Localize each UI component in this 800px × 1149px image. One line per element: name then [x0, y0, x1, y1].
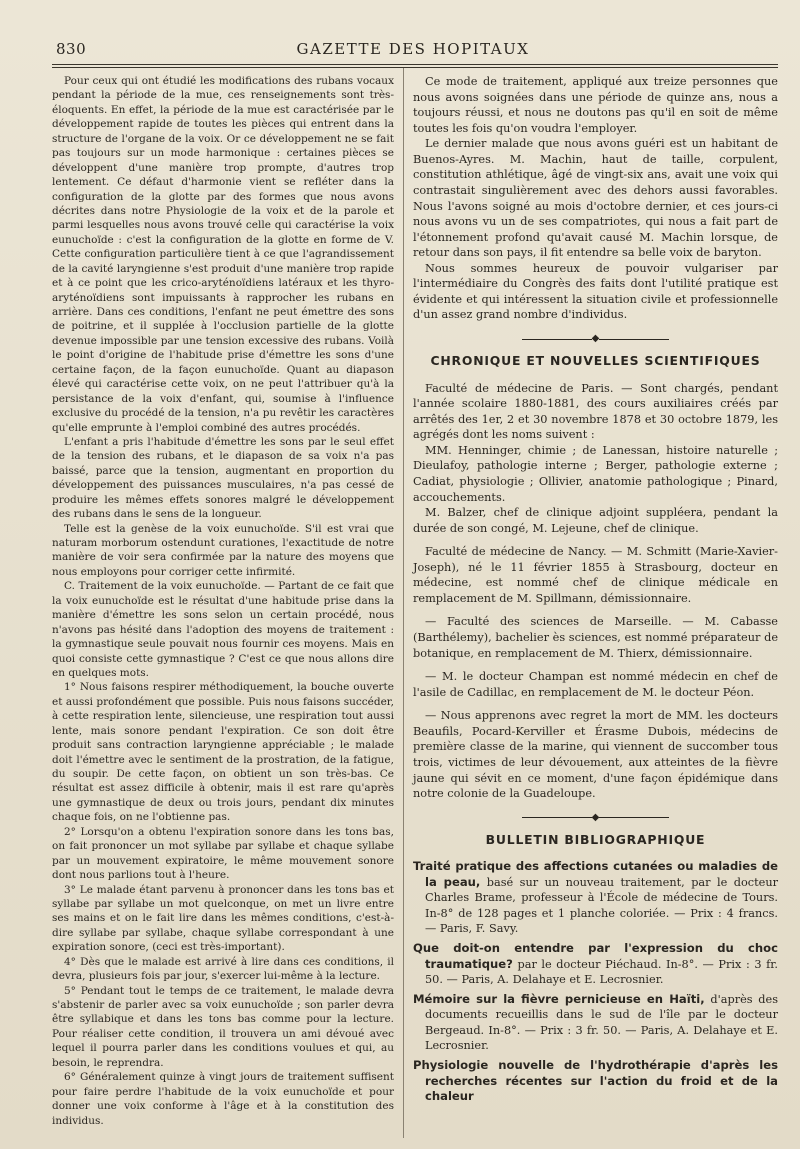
book-title: Mémoire sur la fièvre pernicieuse en Haïti, [413, 991, 705, 1006]
paragraph: 5° Pendant tout le temps de ce traitement, le malade devra s'abstenir de parler avec sa voix eunuchoïde ; son parler devra être syllabique et dans les tons bas comme pour la lecture. Pour réaliser cette condition, il trouvera un ami dévoué avec lequel il pourra parler dans les conditions voulues et qui, au besoin, le reprendra. [52, 984, 394, 1069]
news-item: — Nous apprenons avec regret la mort de MM. les docteurs Beaufils, Pocard-Kerviller et Érasme Dubois, médecins de première classe de la marine, qui viennent de succomber tous trois, victimes de leur dévouement, aux atteintes de la fièvre jaune qui sévit en ce moment, d'une façon épidémique dans notre colonie de la Guadeloupe. [413, 709, 778, 801]
page-number: 830 [56, 40, 87, 58]
journal-title: GAZETTE DES HOPITAUX [296, 40, 530, 58]
left-column [52, 74, 394, 1128]
book-details: d'après des documents recueillis dans le sud de l'île par le docteur Bergeaud. In-8°. — Prix : 3 fr. 50. — Paris, A. Delahaye et E. Lecrosnier. [425, 992, 779, 1053]
book-title: Traité pratique des affections cutanées ou maladies de la peau, [413, 859, 778, 889]
book-details: par le docteur Piéchaud. In-8°. — Prix : 3 fr. 50. — Paris, A. Delahaye et E. Lecrosnier. [425, 957, 779, 987]
book-title: Que doit-on entendre par l'expression du choc traumatique? [413, 941, 778, 971]
paragraph: 6° Généralement quinze à vingt jours de traitement suffisent pour faire perdre l'habitude de la voix eunuchoïde et pour donner une voix conforme à l'âge et à la constitution des individus. [52, 1071, 394, 1127]
paragraph: 3° Le malade étant parvenu à prononcer dans les tons bas et syllabe par syllabe un mot quelconque, on met un livre entre ses mains et on le fait lire dans les mêmes conditions, c'est-à-dire syllabe par syllabe, chaque syllabe correspondant à une expiration sonore, (ceci est très-important). [52, 883, 394, 954]
bibliography-entry [413, 859, 778, 937]
paragraph: 2° Lorsqu'on a obtenu l'expiration sonore dans les tons bas, on fait prononcer un mot syllabe par syllabe et chaque syllabe par un mouvement expiratoire, le même mouvement sonore dont nous parlions tout à l'heure. [52, 825, 394, 882]
bibliography-entry [413, 1058, 778, 1105]
news-item: M. Balzer, chef de clinique adjoint suppléera, pendant la durée de son congé, M. Lejeune, chef de clinique. [413, 506, 778, 535]
paragraph: Telle est la genèse de la voix eunuchoïde. S'il est vrai que naturam morborum ostendunt curationes, l'exactitude de notre manière de voir sera confirmée par la nature des moyens que nous employons pour corriger cette infirmité. [52, 522, 394, 578]
paragraph: C. Traitement de la voix eunuchoïde. — Partant de ce fait que la voix eunuchoïde est le résultat d'une habitude prise dans la manière d'émettre les sons selon un certain procédé, nous n'avons pas hésité dans l'adoption des moyens de traitement : la gymnastique seule pouvait nous fournir ces moyens. Mais en quoi consiste cette gymnastique ? C'est ce que nous allons dire en quelques mots. [52, 580, 394, 679]
bibliography-entry [413, 992, 778, 1054]
section-ornament: ◆ [413, 810, 778, 820]
right-column [413, 74, 778, 1109]
header-rule-2 [52, 67, 778, 68]
paragraph: Ce mode de traitement, appliqué aux treize personnes que nous avons soignées dans une période de quinze ans, nous a toujours réussi, et nous ne doutons pas qu'il en soit de même toutes les fois qu'on voudra l'employer. [413, 75, 778, 135]
paragraph: Pour ceux qui ont étudié les modifications des rubans vocaux pendant la période de la mue, ces renseignements sont très-éloquents. En effet, la période de la mue est caractérisée par le développement rapide de toutes les pièces qui entrent dans la structure de l'organe de la voix. Or ce développement ne se fait pas toujours sur un mode harmonique : certaines pièces se développent d'une manière trop prompte, d'autres trop lentement. Ce défaut d'harmonie vient se refléter dans la configuration de la glotte par des formes que nous avons décrites dans notre Physiologie de la voix et de la parole et parmi lesquelles nous avons trouvé celle qui caractérise la voix eunuchoïde : c'est la configuration de la glotte en forme de V. Cette configuration particulière tient à ce que l'agrandissement de la cavité laryngienne s'est produit d'une manière trop rapide et à ce point que les crico-aryténoïdiens latéraux et les thyro-aryténoïdiens sont impuissants à rapprocher les rubans en arrière. Dans ces conditions, l'enfant ne peut émettre des sons de poitrine, et il supplée à l'occlusion partielle de la glotte devenue impossible par une tension excessive des rubans. Voilà le point d'origine de l'habitude prise d'émettre les sons d'une certaine façon, de la façon eunuchoïde. Quant au diapason élevé qui caractérise cette voix, on ne peut l'attribuer qu'à la persistance de la voix d'enfant, qui, soumise à l'influence exclusive du procédé de la tension, n'a pu revêtir les caractères qu'elle emprunte à l'emploi combiné des autres procédés. [52, 75, 394, 434]
news-item: MM. Henninger, chimie ; de Lanessan, histoire naturelle ; Dieulafoy, pathologie interne ; Berger, pathologie externe ; Cadiat, physiologie ; Ollivier, anatomie pathologique ; Pinard, accouchements. [413, 443, 778, 504]
bibliography-entry [413, 941, 778, 988]
news-item: Faculté de médecine de Nancy. — M. Schmitt (Marie-Xavier-Joseph), né le 11 février 1855 à Strasbourg, docteur en médecine, est nommé chef de clinique médicale en remplacement de M. Spillmann, démissionnaire. [413, 545, 778, 605]
paragraph: L'enfant a pris l'habitude d'émettre les sons par le seul effet de la tension des rubans, et le diapason de sa voix n'a pas baissé, parce que la tension, augmentant en proportion du développement des puissances musculaires, n'a pas cessé de produire les mêmes effets sonores malgré le développement des rubans dans le sens de la longueur. [52, 435, 394, 521]
page-header [52, 36, 774, 62]
column-divider [403, 68, 404, 1138]
bulletin-heading: BULLETIN BIBLIOGRAPHIQUE [485, 831, 706, 847]
book-title: Physiologie nouvelle de l'hydrothérapie d'après les recherches récentes sur l'action du froid et de la chaleur [413, 1057, 778, 1104]
section-ornament: ◆ [413, 331, 778, 341]
paragraph: Le dernier malade que nous avons guéri est un habitant de Buenos-Ayres. M. Machin, haut de taille, corpulent, constitution athlétique, âgé de vingt-six ans, avait une voix qui contrastait singulièrement avec des dehors aussi favorables. Nous l'avons soigné au mois d'octobre dernier, et ces jours-ci nous avons vu un de ses compatriotes, qui nous a fait part de l'étonnement profond qu'avait causé M. Machin lorsque, de retour dans son pays, il fit entendre sa belle voix de baryton. [413, 137, 778, 260]
news-item: — Faculté des sciences de Marseille. — M. Cabasse (Barthélemy), bachelier ès sciences, est nommé préparateur de botanique, en remplacement de M. Thierx, démissionnaire. [413, 615, 778, 660]
paragraph: 1° Nous faisons respirer méthodiquement, la bouche ouverte et aussi profondément que possible. Puis nous faisons succéder, à cette respiration lente, silencieuse, une respiration tout aussi lente, mais sonore pendant l'expiration. Ce son doit être produit sans contraction laryngienne appréciable ; le malade doit l'émettre avec le sentiment de la prostration, de la fatigue, du soupir. De cette façon, on obtient un son très-bas. Ce résultat est assez difficile à obtenir, mais il est rare qu'après une gymnastique de deux ou trois jours, pendant dix minutes chaque fois, on ne l'obtienne pas. [52, 681, 394, 824]
news-item: Faculté de médecine de Paris. — Sont chargés, pendant l'année scolaire 1880-1881, des cours auxiliaires créés par arrêtés des 1er, 2 et 30 novembre 1878 et 30 octobre 1879, les agrégés dont les noms suivent : [413, 381, 778, 442]
paragraph: Nous sommes heureux de pouvoir vulgariser par l'intermédiaire du Congrès des faits dont l'utilité pratique est évidente et qui intéressent la situation civile et professionnelle d'un assez grand nombre d'individus. [413, 261, 778, 322]
news-item: — M. le docteur Champan est nommé médecin en chef de l'asile de Cadillac, en remplacement de M. le docteur Péon. [413, 670, 778, 699]
book-details: basé sur un nouveau traitement, par le docteur Charles Brame, professeur à l'École de médecine de Tours. In-8° de 128 pages et 1 planche coloriée. — Prix : 4 francs. — Paris, F. Savy. [425, 875, 778, 936]
paragraph: 4° Dès que le malade est arrivé à lire dans ces conditions, il devra, plusieurs fois par jour, s'exercer lui-même à la lecture. [52, 955, 394, 983]
header-rule [52, 64, 778, 65]
chronique-heading: CHRONIQUE ET NOUVELLES SCIENTIFIQUES [430, 353, 761, 368]
